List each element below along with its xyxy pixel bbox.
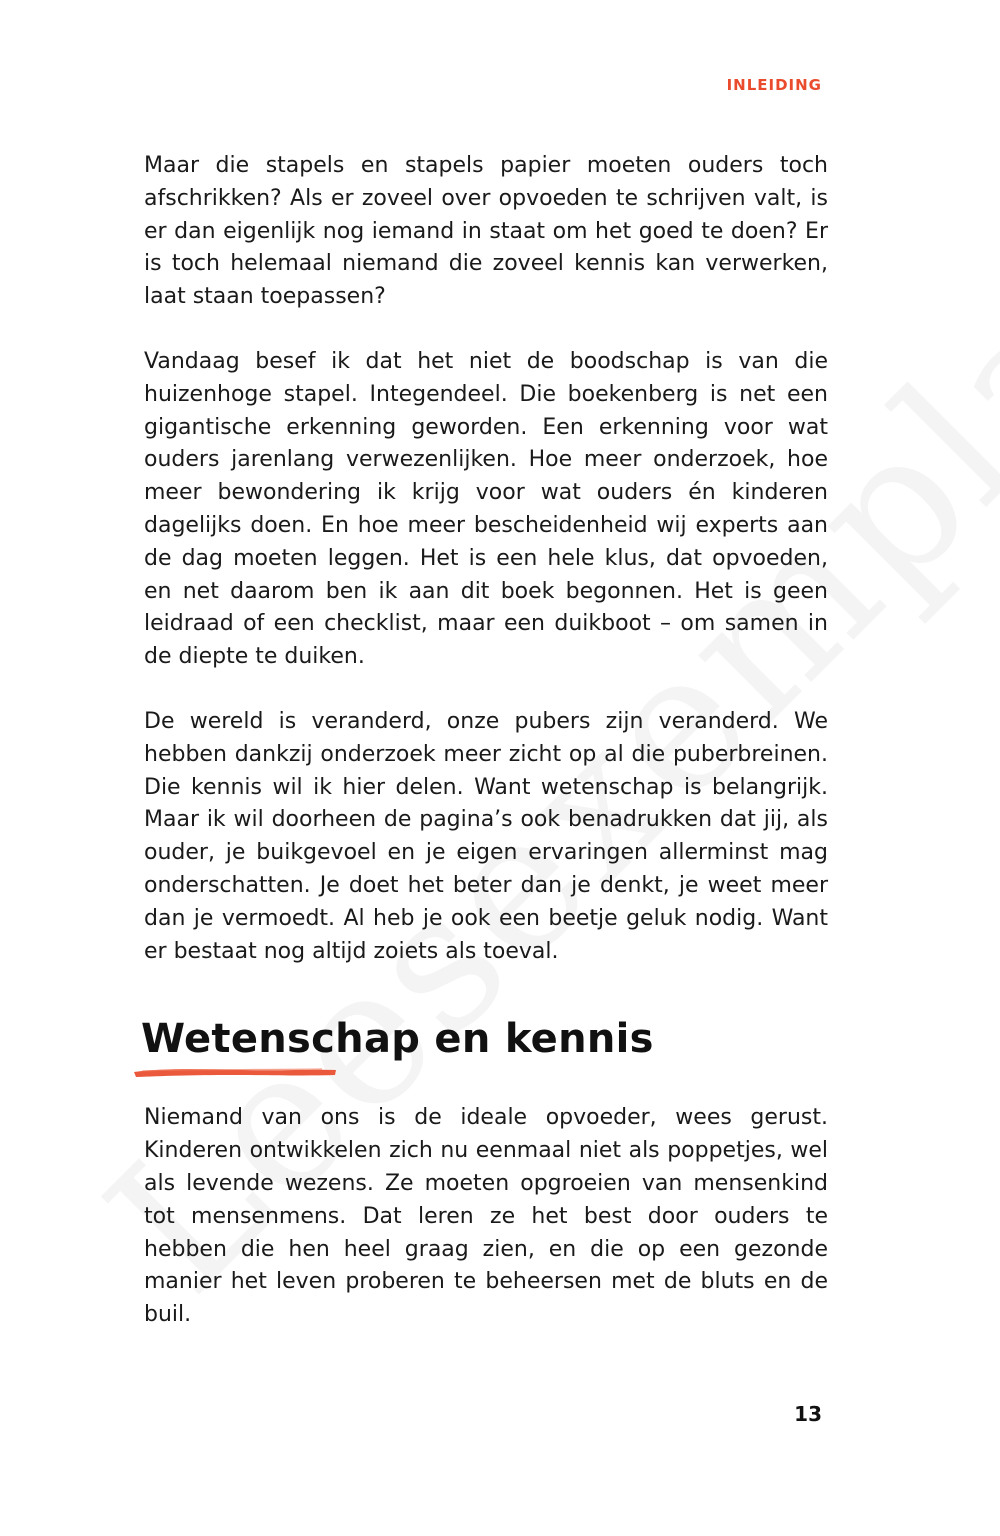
- page-body: [141, 150, 828, 1332]
- section-heading-block: [141, 1016, 828, 1078]
- brush-underline: [132, 1063, 338, 1079]
- body-paragraph: Niemand van ons is de ideale opvoeder, wees gerust. Kinderen ontwikkelen zich nu eenmaal niet als poppetjes, wel als levende wezens. Ze moeten opgroeien van mensenkind tot mensenmens. Dat leren ze het best door ouders te hebben die hen heel graag zien, en die op een gezonde manier het leven proberen te beheersen met de bluts en de buil.: [144, 1105, 828, 1328]
- section-heading: Wetenschap en kennis: [141, 1016, 654, 1063]
- paragraph-spacer: [144, 314, 828, 346]
- body-paragraph: Vandaag besef ik dat het niet de boodschap is van die huizenhoge stapel. Integendeel. Die boekenberg is net een gigantische erkenning geworden. Een erkenning voor wat ouders jarenlang verwezenlijken. Hoe meer onderzoek, hoe meer bewondering ik krijg voor wat ouders én kinderen dagelijks doen. En hoe meer bescheidenheid wij experts aan de dag moeten leggen. Het is een hele klus, dat opvoeden, en net daarom ben ik aan dit boek begonnen. Het is geen leidraad of een checklist, maar een duikboot – om samen in de diepte te duiken.: [144, 348, 828, 670]
- running-head: INLEIDING: [726, 76, 822, 94]
- paragraph-spacer: [144, 674, 828, 706]
- body-paragraph: Maar die stapels en stapels papier moeten ouders toch afschrikken? Als er zoveel over opvoeden te schrijven valt, is er dan eigenlijk nog iemand in staat om het goed te doen? Er is toch helemaal niemand die zoveel kennis kan verwerken, laat staan toepassen?: [144, 153, 828, 310]
- body-paragraph: De wereld is veranderd, onze pubers zijn veranderd. We hebben dankzij onderzoek meer zicht op al die puberbreinen. Die kennis wil ik hier delen. Want wetenschap is belangrijk. Maar ik wil doorheen de pagina’s ook benadrukken dat jij, als ouder, je buikgevoel en je eigen ervaringen allerminst mag onderschatten. Je doet het beter dan je denkt, je weet meer dan je vermoedt. Al heb je ook een beetje geluk nodig. Want er bestaat nog altijd zoiets als toeval.: [144, 708, 828, 964]
- page-number: 13: [794, 1402, 822, 1426]
